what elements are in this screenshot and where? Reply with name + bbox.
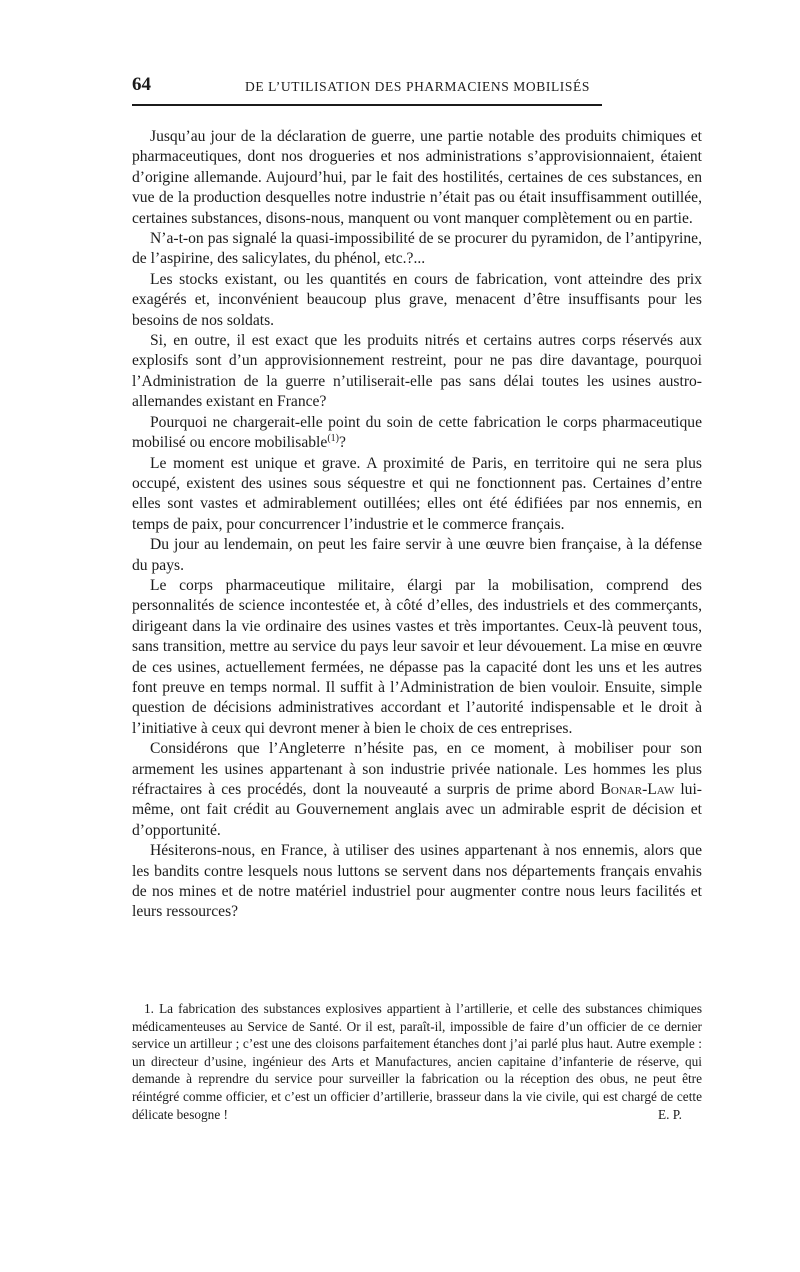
paragraph: Du jour au lendemain, on peut les faire servir à une œuvre bien française, à la défense du pays.	[132, 536, 702, 574]
paragraph: N’a-t-on pas signalé la quasi-impossibilité de se procurer du pyramidon, de l’antipyrine, de l’aspirine, des salicylates, du phénol, etc.?...	[132, 230, 702, 268]
footnote-marker[interactable]: (1)	[327, 432, 339, 444]
paragraph-text-continued: lui-même, ont fait crédit au Gouvernement anglais avec un admirable esprit de décision et d’opportunité.	[132, 781, 702, 839]
paragraph	[132, 739, 702, 841]
page-number: 64	[132, 74, 151, 95]
paragraph: Si, en outre, il est exact que les produits nitrés et certains autres corps réservés aux explosifs sont d’un approvisionnement restreint, pour ne pas dire davantage, pourquoi l’Administration de la guerre n’utiliserait-elle pas sans délai toutes les usines austro-allemandes existant en France?	[132, 332, 702, 411]
paragraph	[132, 413, 702, 454]
header-rule	[132, 104, 602, 106]
paragraph: Jusqu’au jour de la déclaration de guerre, une partie notable des produits chimiques et pharmaceutiques, dont nos drogueries et nos administrations s’approvisionnaient, étaient d’origine allemande. Aujourd’hui, par le fait des hostilités, certaines de ces substances, en vue de la production desquelles notre industrie n’était pas ou était insuffisamment outillée, certaines substances, disons-nous, manquent ou vont manquer complètement ou en partie.	[132, 128, 702, 227]
paragraph: Le corps pharmaceutique militaire, élargi par la mobilisation, comprend des personnalités de science incontestée et, à côté d’elles, des industriels et des commerçants, dirigeant dans la vie ordinaire des usines vastes et très importantes. Ceux-là peuvent tous, sans transition, mettre au service du pays leur savoir et leur dévouement. La mise en œuvre de ces usines, actuellement fermées, ne dépasse pas la capacité dont les uns et les autres font preuve en temps normal. Il suffit à l’Administration de bien vouloir. Ensuite, simple question de décisions administratives accordant et l’autorité indispensable et le droit à l’initiative à ceux qui devront mener à bien le choix de ces entreprises.	[132, 576, 702, 737]
person-name: Bonar-Law	[600, 781, 675, 798]
footnote-initials: E. P.	[657, 1106, 682, 1122]
footnote-text: 1. La fabrication des substances explosives appartient à l’artillerie, et celle des substances chimiques médicamenteuses au Service de Santé. Or il est, paraît-il, impossible de faire d’un officier de ce dernier service un artilleur ; c’est une des cloisons parfaitement étanches dont j’ai parlé plus haut. Autre exemple : un directeur d’usine, ingénieur des Arts et Manufactures, ancien capitaine d’infanterie de réserve, qui demande à reprendre du service pour surveiller la fabrication ou la réception des obus, ne peut être réintégré comme officier, et c’est un officier d’artillerie, brasseur dans la vie civile, qui est chargé de cette délicate besogne !	[132, 1001, 702, 1122]
footnote	[132, 1000, 702, 1123]
paragraph: Le moment est unique et grave. A proximité de Paris, en territoire qui ne sera plus occupé, existent des usines sous séquestre et qui ne fonctionnent pas. Certaines d’entre elles sont vastes et admirablement outillées; elles ont été édifiées par nos ennemis, en temps de paix, pour concurrencer l’industrie et le commerce français.	[132, 454, 702, 533]
paragraph: Hésiterons-nous, en France, à utiliser des usines appartenant à nos ennemis, alors que les bandits contre lesquels nous luttons se servent dans nos départements français envahis de nos mines et de notre matériel industriel pour augmenter contre nous leurs facilités et leurs ressources?	[132, 842, 702, 921]
paragraph-text: Pourquoi ne chargerait-elle point du soin de cette fabrication le corps pharmaceutique mobilisé ou encore mobilisable	[132, 413, 702, 452]
paragraph-text: Considérons que l’Angleterre n’hésite pas, en ce moment, à mobiliser pour son armement les usines appartenant à son industrie privée nationale. Les hommes les plus réfractaires à ces procédés, dont la nouveauté a surpris de prime abord	[132, 740, 702, 798]
body-text	[132, 127, 702, 923]
footnote-text-block	[132, 1000, 702, 1123]
running-title: DE L’UTILISATION DES PHARMACIENS MOBILISÉS	[245, 79, 590, 94]
paragraph-punctuation: ?	[338, 434, 346, 452]
paragraph: Les stocks existant, ou les quantités en cours de fabrication, vont atteindre des prix exagérés et, inconvénient beaucoup plus grave, menacent d’être insuffisants pour les besoins de nos soldats.	[132, 270, 702, 329]
